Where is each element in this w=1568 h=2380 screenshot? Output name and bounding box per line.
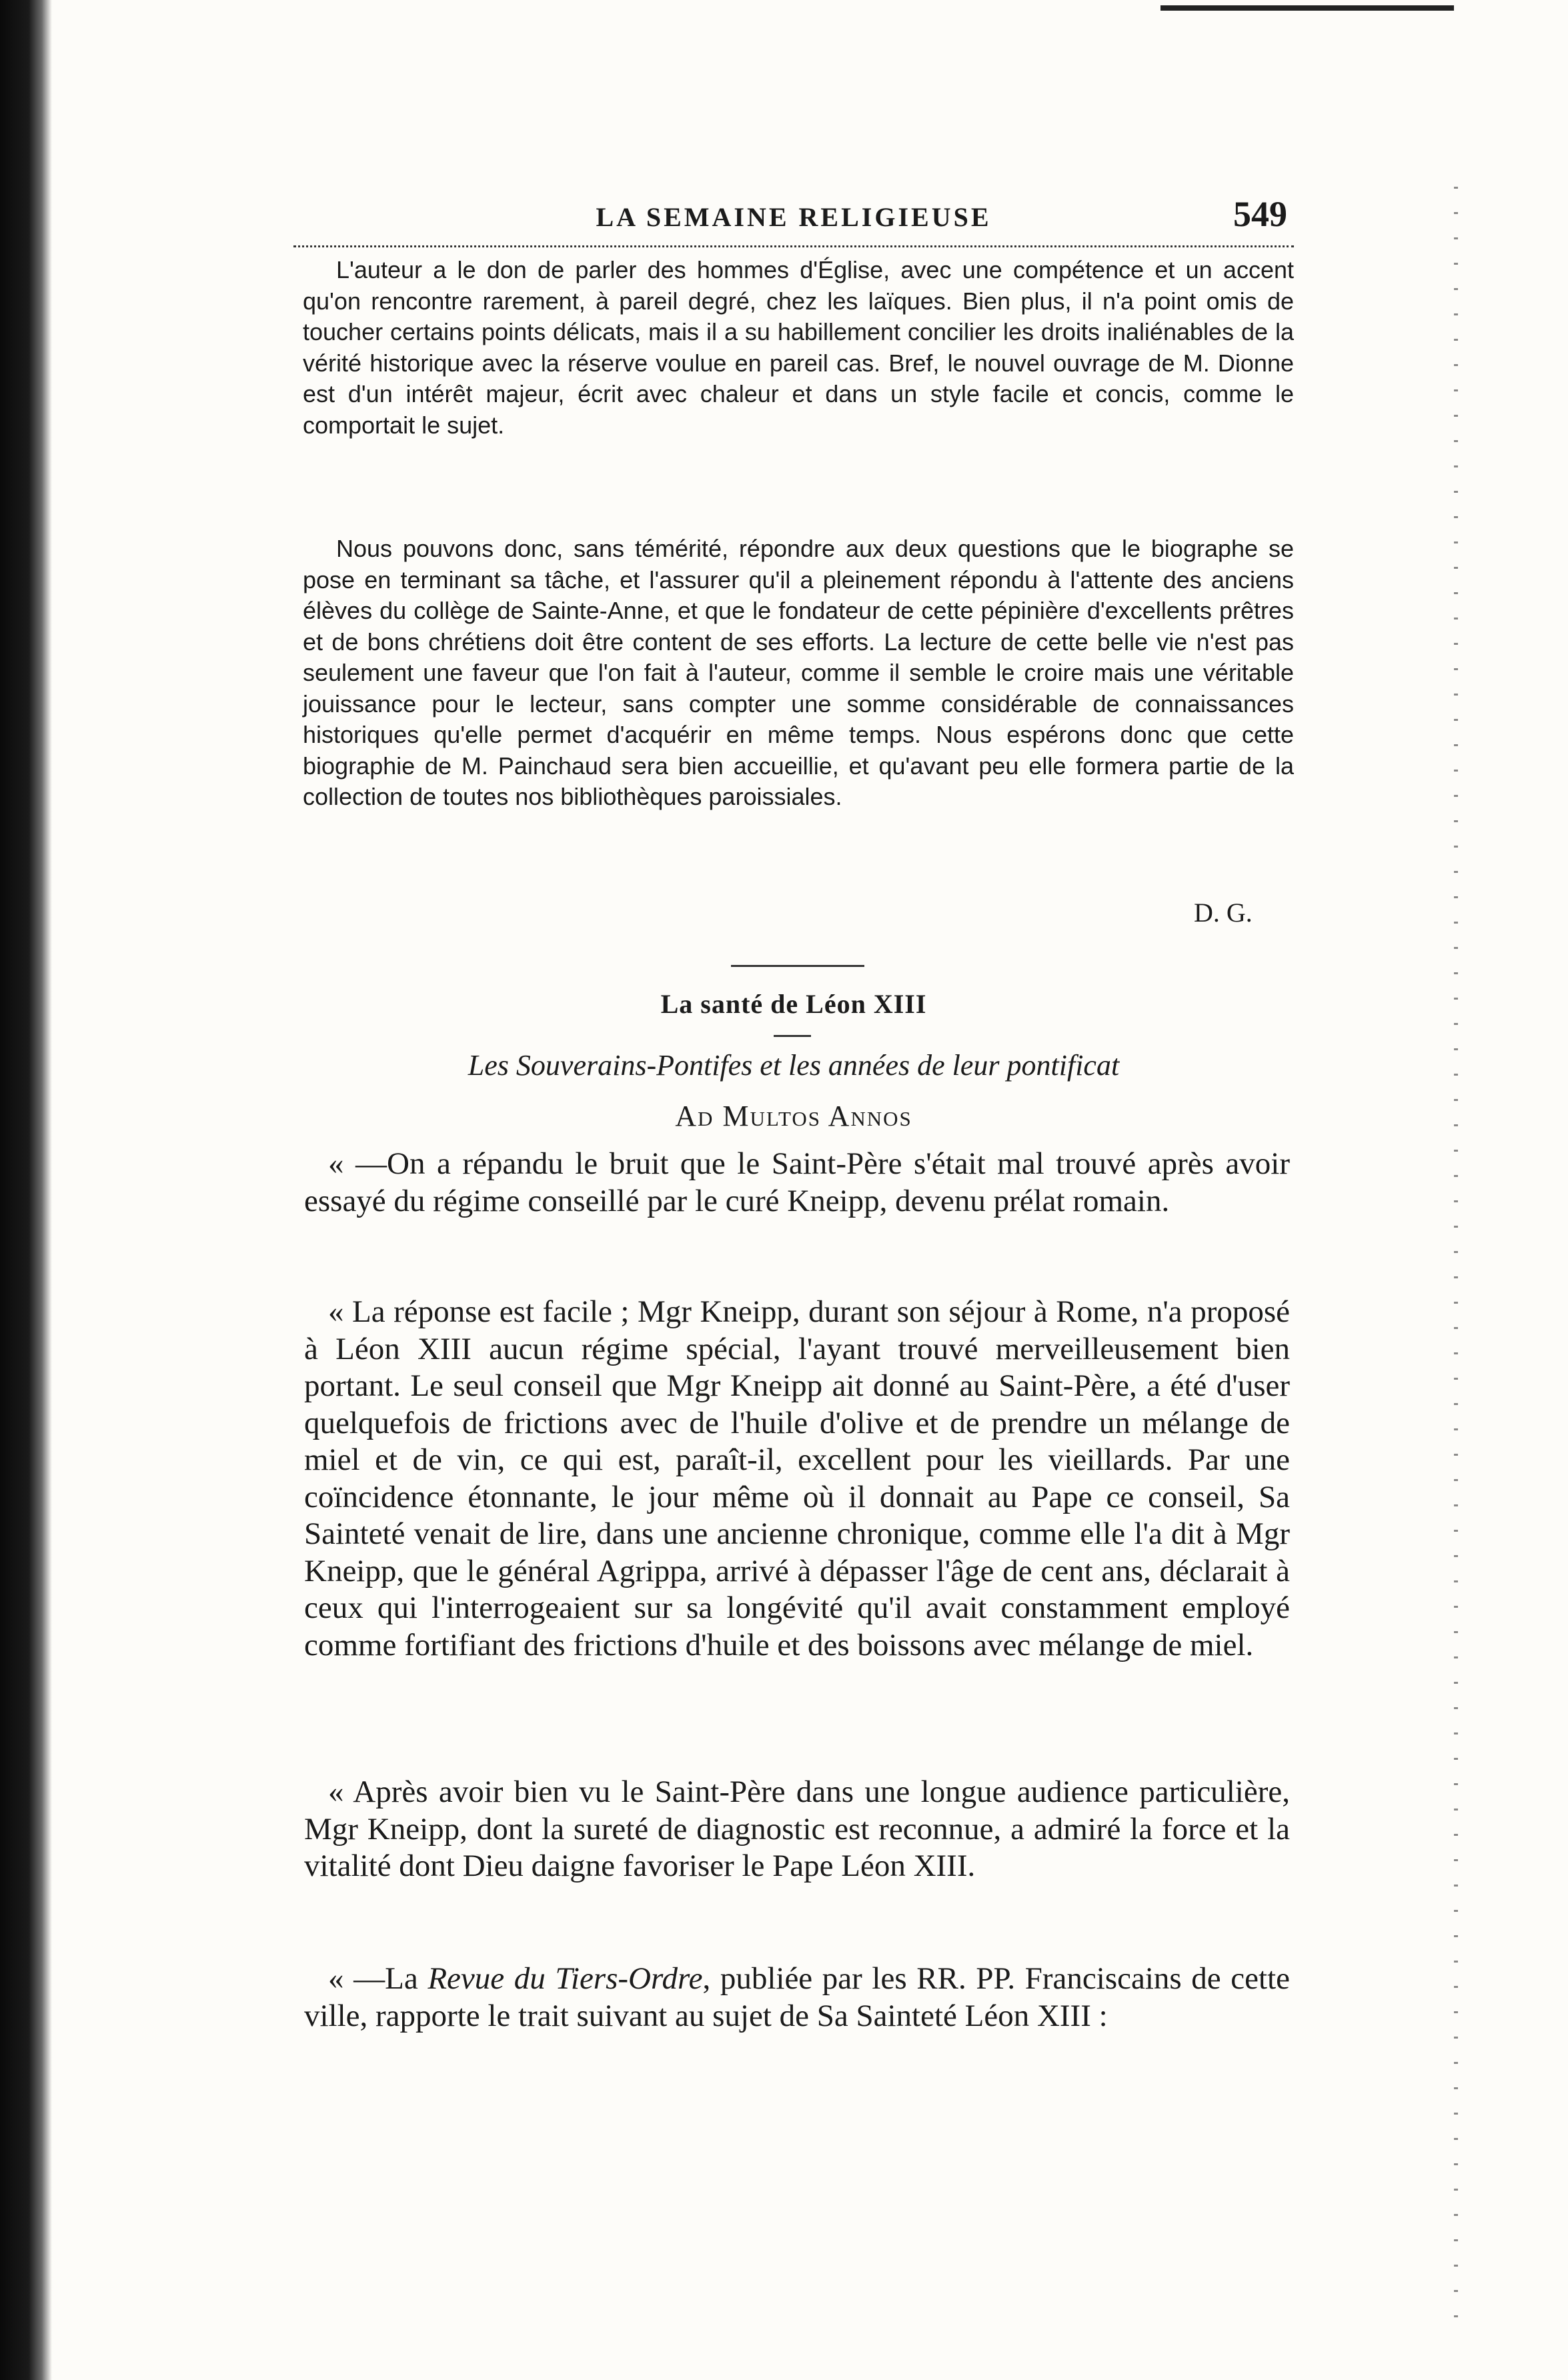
article-paragraph-4-lead: « —La: [328, 1961, 428, 1996]
scan-top-artifact: [1160, 5, 1454, 11]
article-dedication: Ad Multos Annos: [675, 1100, 912, 1132]
article-paragraph-4: [304, 1961, 1290, 2035]
article-paragraph-2: [304, 1294, 1290, 1664]
review-signature: D. G.: [1194, 898, 1253, 928]
article-paragraph-4-rest: , publiée par les RR. PP. Franciscains de cette ville, rapporte le trait suivant au sujet de Sa Sainteté Léon XIII :: [304, 1961, 1290, 2033]
page-number: 549: [1233, 194, 1287, 234]
review-paragraph-1-text: L'auteur a le don de parler des hommes d'Église, avec une compétence et un accent qu'on rencontre rarement, à pareil degré, chez les laïques. Bien plus, il n'a point omis de toucher certains points délicats, mais il a su habillement concilier les droits inaliénables de la vérité historique avec la réserve voulue en pareil cas. Bref, le nouvel ouvrage de M. Dionne est d'un intérêt majeur, écrit avec chaleur et dans un style facile et concis, comme le comportait le sujet.: [303, 256, 1294, 439]
article-paragraph-2-text: « La réponse est facile ; Mgr Kneipp, durant son séjour à Rome, n'a proposé à Léon XIII aucun régime spécial, l'ayant trouvé merveilleusement bien portant. Le seul conseil que Mgr Kneipp ait donné au Saint-Père, a été d'user quelquefois de frictions avec de l'huile d'olive et de prendre un mélange de miel et de vin, ce qui est, paraît-il, excellent pour les vieillards. Par une coïncidence étonnante, le jour même où il donnait au Pape ce conseil, Sa Sainteté venait de lire, dans une ancienne chronique, comme elle l'a dit à Mgr Kneipp, que le général Agrippa, arrivé à dépasser l'âge de cent ans, déclarait à ceux qui l'interrogeaient sur sa longévité qu'il avait constamment employé comme fortifiant des frictions d'huile et des boissons avec mélange de miel.: [304, 1294, 1290, 1662]
running-title: LA SEMAINE RELIGIEUSE: [596, 202, 992, 232]
article-paragraph-1: [304, 1146, 1290, 1220]
review-paragraph-2-text: Nous pouvons donc, sans témérité, répondre aux deux questions que le biographe se pose en terminant sa tâche, et l'assurer qu'il a pleinement répondu à l'attente des anciens élèves du collège de Sainte-Anne, et que le fondateur de cette pépinière d'excellents prêtres et de bons chrétiens doit être content de ses efforts. La lecture de cette belle vie n'est pas seulement une faveur que l'on fait à l'auteur, comme il semble le croire mais une véritable jouissance pour le lecteur, sans compter une somme considérable de connaissances historiques qu'elle permet d'acquérir en même temps. Nous espérons donc que cette biographie de M. Painchaud sera bien accueillie, et qu'avant peu elle formera partie de la collection de toutes nos bibliothèques paroissiales.: [303, 535, 1294, 810]
scan-right-speckle: [1454, 187, 1458, 2321]
article-paragraph-1-text: « —On a répandu le bruit que le Saint-Père s'était mal trouvé après avoir essayé du régime conseillé par le curé Kneipp, devenu prélat romain.: [304, 1146, 1290, 1218]
scan-binding-edge: [0, 0, 52, 2380]
header-rule: [293, 245, 1294, 247]
journal-title: Revue du Tiers-Ordre: [428, 1961, 703, 1996]
review-paragraph-1: [303, 255, 1294, 441]
article-title-rule: [774, 1035, 811, 1037]
article-subtitle: Les Souverains-Pontifes et les années de leur pontificat: [468, 1049, 1120, 1082]
article-title: La santé de Léon XIII: [660, 989, 927, 1019]
article-paragraph-3: [304, 1774, 1290, 1885]
section-separator: [731, 965, 864, 967]
page-header: [293, 193, 1294, 240]
article-paragraph-3-text: « Après avoir bien vu le Saint-Père dans une longue audience particulière, Mgr Kneipp, dont la sureté de diagnostic est reconnue, a admiré la force et la vitalité dont Dieu daigne favoriser le Pape Léon XIII.: [304, 1774, 1290, 1883]
review-paragraph-2: [303, 533, 1294, 813]
article-paragraph-4-text: [304, 1961, 1290, 2035]
